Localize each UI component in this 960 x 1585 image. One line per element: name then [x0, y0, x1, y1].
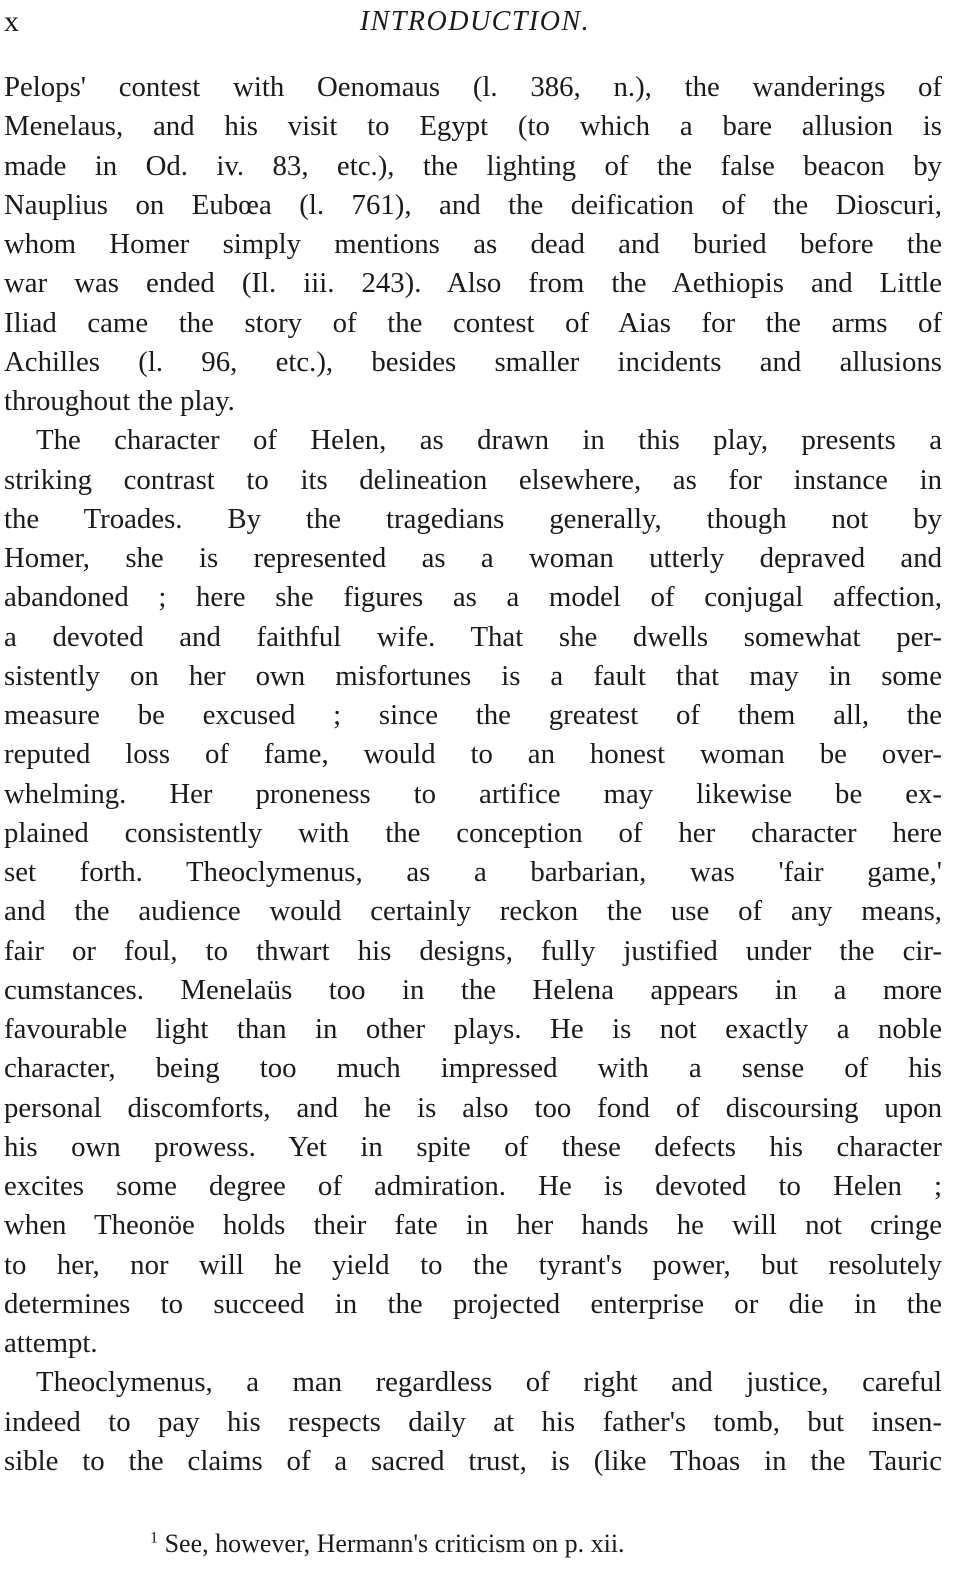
- text-line: cumstances. Menelaüs too in the Helena appears in a more: [4, 973, 942, 1006]
- text-line: abandoned ; here she figures as a model of conjugal affection,: [4, 581, 942, 614]
- text-line: determines to succeed in the projected enterprise or die in the: [4, 1287, 942, 1320]
- text-line: war was ended (Il. iii. 243). Also from the Aethiopis and Little: [4, 267, 942, 300]
- text-line: striking contrast to its delineation elsewhere, as for instance in: [4, 463, 942, 496]
- text-line: Nauplius on Eubœa (l. 761), and the deification of the Dioscuri,: [4, 188, 942, 221]
- paragraph-3: [4, 1363, 942, 1481]
- text-line: character, being too much impressed with a sense of his: [4, 1052, 942, 1085]
- text-line: attempt.: [4, 1327, 98, 1359]
- text-line: Achilles (l. 96, etc.), besides smaller incidents and allusions: [4, 345, 942, 378]
- text-line: plained consistently with the conception of her character here: [4, 816, 942, 849]
- text-line: personal discomforts, and he is also too fond of discoursing upon: [4, 1091, 942, 1124]
- text-line: The character of Helen, as drawn in this play, presents a: [36, 424, 942, 457]
- body-text: [4, 68, 942, 1481]
- footnote: [150, 1526, 625, 1562]
- paragraph-2: [4, 421, 942, 1363]
- page-header: [4, 2, 946, 42]
- text-line: when Theonöe holds their fate in her hands he will not cringe: [4, 1209, 942, 1242]
- page-number: x: [4, 5, 20, 38]
- text-line: throughout the play.: [4, 385, 235, 417]
- text-line: Theoclymenus, a man regardless of right and justice, careful: [36, 1366, 942, 1399]
- text-line: Iliad came the story of the contest of Aias for the arms of: [4, 306, 942, 339]
- running-head: INTRODUCTION.: [359, 6, 591, 37]
- text-line: indeed to pay his respects daily at his father's tomb, but insen-: [4, 1405, 942, 1438]
- text-line: and the audience would certainly reckon the use of any means,: [4, 895, 942, 928]
- text-line: a devoted and faithful wife. That she dwells somewhat per-: [4, 620, 942, 653]
- text-line: sible to the claims of a sacred trust, is (like Thoas in the Tauric: [4, 1444, 942, 1477]
- text-line: excites some degree of admiration. He is devoted to Helen ;: [4, 1170, 942, 1202]
- paragraph-1: [4, 68, 942, 421]
- text-line: his own prowess. Yet in spite of these defects his character: [4, 1130, 942, 1163]
- text-line: reputed loss of fame, would to an honest woman be over-: [4, 738, 942, 771]
- text-line: the Troades. By the tragedians generally, though not by: [4, 502, 942, 535]
- text-line: favourable light than in other plays. He is not exactly a noble: [4, 1013, 942, 1045]
- text-line: to her, nor will he yield to the tyrant's power, but resolutely: [4, 1248, 942, 1281]
- text-line: measure be excused ; since the greatest of them all, the: [4, 699, 942, 731]
- footnote-marker: 1: [150, 1529, 159, 1547]
- text-line: Menelaus, and his visit to Egypt (to which a bare allusion is: [4, 110, 942, 143]
- text-line: sistently on her own misfortunes is a fault that may in some: [4, 659, 942, 692]
- text-line: set forth. Theoclymenus, as a barbarian, was 'fair game,': [4, 856, 942, 888]
- text-line: Pelops' contest with Oenomaus (l. 386, n.), the wanderings of: [4, 71, 942, 103]
- text-line: made in Od. iv. 83, etc.), the lighting of the false beacon by: [4, 149, 942, 182]
- text-line: whom Homer simply mentions as dead and buried before the: [4, 228, 942, 260]
- text-line: fair or foul, to thwart his designs, fully justified under the cir-: [4, 934, 942, 967]
- text-line: Homer, she is represented as a woman utterly depraved and: [4, 542, 942, 574]
- footnote-text: See, however, Hermann's criticism on p. xii.: [164, 1529, 625, 1558]
- text-line: whelming. Her proneness to artifice may likewise be ex-: [4, 777, 942, 810]
